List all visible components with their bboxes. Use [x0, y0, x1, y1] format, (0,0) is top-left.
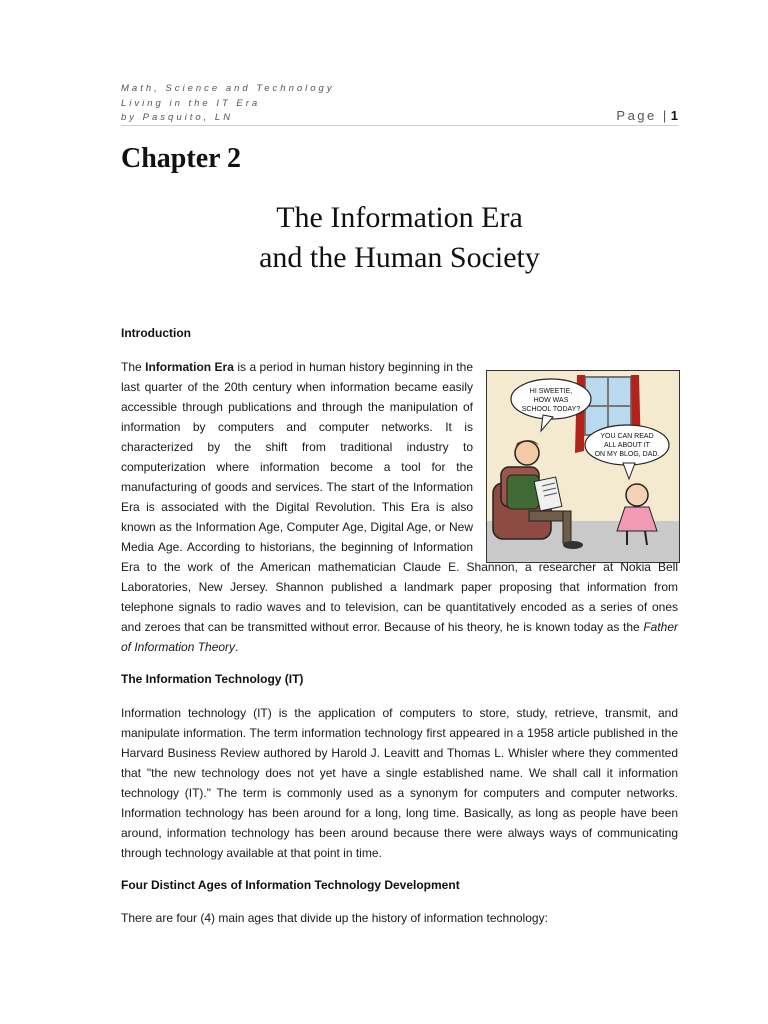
- ages-section-paragraph: There are four (4) main ages that divide up the history of information technology:: [121, 911, 548, 925]
- introduction-heading: Introduction: [121, 326, 191, 340]
- comic-bubble-2-line-3: ON MY BLOG, DAD.: [594, 451, 660, 458]
- it-section-paragraph: Information technology (IT) is the application of computers to store, study, retrieve, transmit, and manipulate information. The term information technology first appeared in a 1958 article published in the Harvard Business Review authored by Harold J. Leavitt and Thomas L. Whisler where they commented that "the new technology does not yet have a single established name. We shall call it information technology (IT)." The term is commonly used as a synonym for computers and computer networks. Information technology has been around for a long, long time. Basically, as long as people have been around, information technology has been around because there were always ways of communicating through technology available at that point in time.: [121, 706, 678, 860]
- title-line-2: and the Human Society: [259, 241, 540, 274]
- intro-bold-term: Information Era: [145, 360, 234, 374]
- introduction-paragraph: [121, 357, 678, 657]
- ages-section-heading: Four Distinct Ages of Information Technology Development: [121, 878, 460, 892]
- comic-bubble-2-line-2: ALL ABOUT IT: [604, 442, 650, 449]
- header-subtitle: Living in the IT Era: [121, 97, 261, 109]
- chapter-heading: Chapter 2: [121, 143, 242, 174]
- comic-bubble-2-line-1: YOU CAN READ: [600, 433, 654, 440]
- page-title: [121, 198, 678, 278]
- page-number-label: [616, 108, 678, 123]
- page-number: 1: [670, 108, 678, 123]
- header-divider: [121, 125, 678, 126]
- header-author: by Pasquito, LN: [121, 112, 234, 123]
- running-header: [121, 82, 335, 126]
- comic-bubble-1-line-3: SCHOOL TODAY?: [521, 406, 581, 413]
- intro-end: .: [235, 640, 239, 654]
- comic-bubble-1-line-2: HOW WAS: [533, 397, 569, 404]
- intro-lead: The: [121, 360, 146, 374]
- page-label-text: Page |: [616, 108, 669, 123]
- it-section-heading: The Information Technology (IT): [121, 672, 304, 686]
- intro-italic-term: Father of Information Theory: [121, 620, 678, 654]
- header-course: Math, Science and Technology: [121, 83, 335, 94]
- title-line-1: The Information Era: [276, 201, 523, 234]
- comic-float-spacer: [473, 357, 678, 557]
- comic-bubble-1-line-1: HI SWEETIE,: [529, 388, 573, 395]
- intro-text: is a period in human history beginning in the last quarter of the 20th century when information became easily accessible through publications and through the manipulation of information by computers and computer networks. It is characterized by the shift from traditional industry to computerization where information become a tool for the manufacturing of goods and services. The start of the Information Era is associated with the Digital Revolution. This Era is also known as the Information Age, Computer Age, Digital Age, or New Media Age. According to historians, the beginning of Information Era to the work of the American mathematician Claude E. Shannon, a researcher at Nokia Bell Laboratories, New Jersey. Shannon published a landmark paper proposing that information from telephone signals to radio waves and to television, can be quantitatively encoded as a series of ones and zeroes that can be transmitted without error. Because of his theory, he is known today as the: [121, 360, 678, 634]
